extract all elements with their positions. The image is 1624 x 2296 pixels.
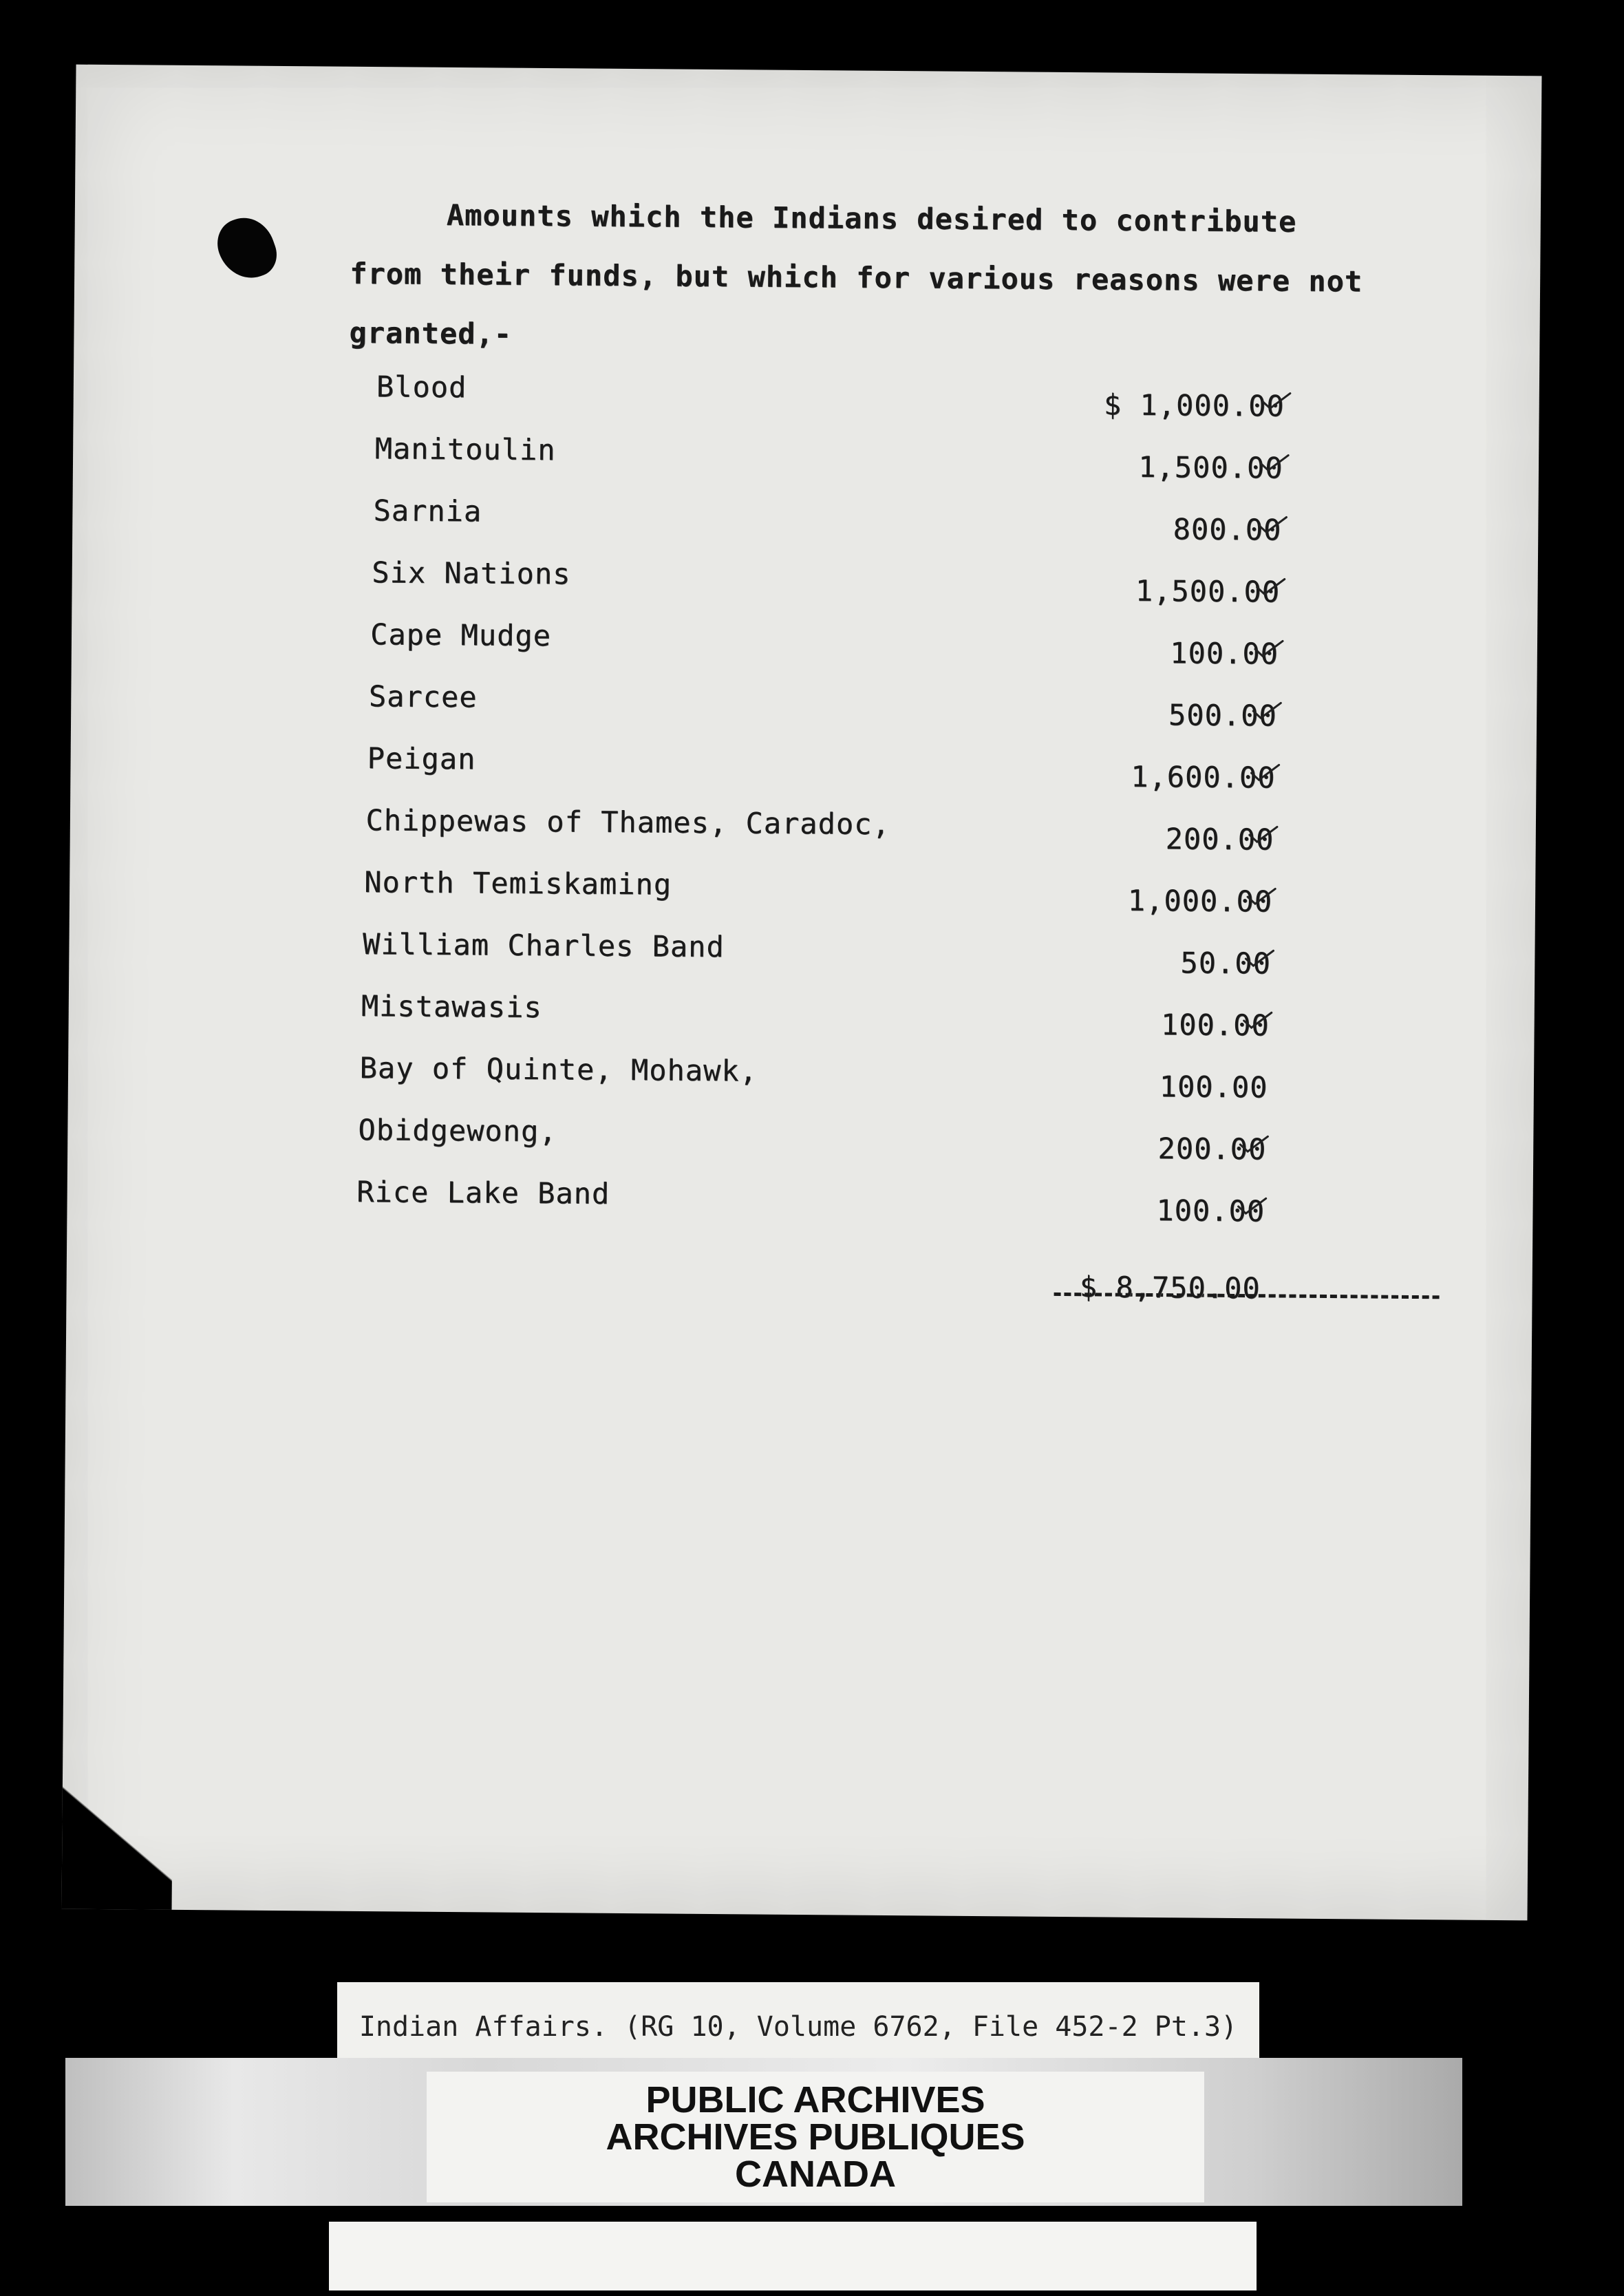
row-amount: 100.00	[1159, 1070, 1268, 1105]
archive-reference-label: Indian Affairs. (RG 10, Volume 6762, File 452-2 Pt.3)	[337, 1982, 1259, 2072]
row-name: North Temiskaming	[364, 865, 672, 902]
heading-line-2: from their funds, but which for various reasons were not	[349, 256, 1363, 299]
total-amount: $ 8,750.00	[1079, 1270, 1261, 1306]
row-name: Cape Mudge	[370, 617, 552, 653]
row-name: Manitoulin	[374, 432, 556, 467]
row-amount: 1,500.00	[1138, 449, 1283, 485]
row-name: Obidgewong,	[358, 1112, 557, 1149]
row-amount: 200.00	[1165, 822, 1274, 857]
archive-stamp	[427, 2072, 1204, 2202]
checkmark-icon	[1248, 824, 1279, 844]
row-amount: 500.00	[1168, 698, 1277, 733]
row-amount: 100.00	[1169, 636, 1279, 671]
row-amount: 200.00	[1157, 1131, 1267, 1167]
checkmark-icon	[1255, 576, 1287, 597]
checkmark-icon	[1251, 700, 1283, 721]
checkmark-icon	[1261, 390, 1292, 411]
row-name: Chippewas of Thames, Caradoc,	[365, 803, 890, 842]
archive-stamp-line-1: PUBLIC ARCHIVES	[645, 2079, 985, 2120]
row-name: Sarcee	[368, 679, 478, 714]
document-page	[62, 65, 1542, 1921]
row-name: Peigan	[367, 741, 476, 776]
row-amount: 800.00	[1173, 512, 1282, 547]
row-name: Bay of Quinte, Mohawk,	[359, 1050, 758, 1088]
checkmark-icon	[1253, 638, 1285, 659]
checkmark-icon	[1243, 948, 1275, 968]
archive-stamp-line-2: ARCHIVES PUBLIQUES	[606, 2116, 1025, 2158]
heading-line-1: Amounts which the Indians desired to contribute	[446, 198, 1297, 239]
checkmark-icon	[1259, 452, 1290, 473]
checkmark-icon	[1257, 514, 1288, 535]
checkmark-icon	[1236, 1195, 1268, 1216]
row-amount: 50.00	[1180, 946, 1272, 981]
heading-line-3: granted,-	[349, 315, 513, 351]
checkmark-icon	[1238, 1134, 1270, 1154]
row-name: Six Nations	[372, 555, 571, 591]
punch-hole	[211, 210, 284, 287]
row-amount: $ 1,000.00	[1103, 387, 1285, 423]
row-name: William Charles Band	[362, 926, 725, 964]
row-amount: 1,500.00	[1135, 573, 1281, 609]
archive-stamp-line-3: CANADA	[735, 2154, 896, 2195]
checkmark-icon	[1246, 886, 1277, 906]
row-name: Mistawasis	[361, 988, 542, 1025]
row-name: Blood	[376, 370, 467, 405]
row-amount: 1,000.00	[1127, 883, 1273, 919]
checkmark-icon	[1242, 1010, 1274, 1030]
row-amount: 1,600.00	[1130, 759, 1276, 795]
row-amount: 100.00	[1160, 1008, 1270, 1043]
checkmark-icon	[1249, 762, 1281, 783]
row-amount: 100.00	[1156, 1193, 1265, 1229]
row-name: Rice Lake Band	[356, 1174, 610, 1211]
row-name: Sarnia	[373, 493, 482, 529]
archive-label-bottom	[329, 2222, 1257, 2290]
